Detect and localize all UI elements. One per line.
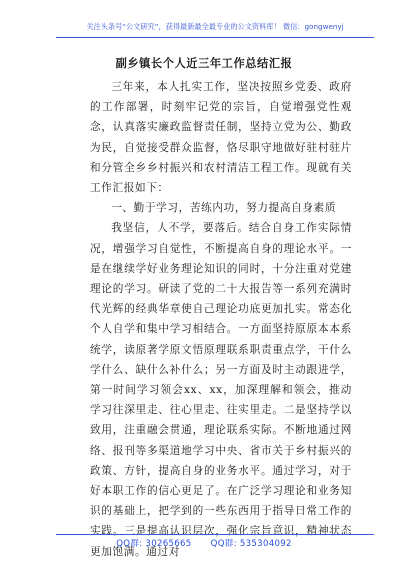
footer bbox=[0, 537, 408, 549]
footer-qq-group-1: QQ群: 30265665 bbox=[116, 539, 192, 549]
section-heading: 一、勤于学习，苦练内功，努力提高自身素质 bbox=[111, 202, 337, 215]
footer-qq-group-2: QQ群: 535304092 bbox=[210, 539, 292, 549]
document-body bbox=[90, 77, 352, 562]
paragraph-intro: 三年来，本人扎实工作，坚决按照乡党委、政府的工作部署，时刻牢记党的宗旨，自觉增强党性观念，认真落实廉政监督责任制，坚持立党为公、勤政为民，自觉接受群众监督，恪尽职守地做好驻村驻片和分管全乡乡村振兴和农村清洁工程工作。现就有关工作汇报如下： bbox=[90, 81, 352, 195]
header-rule bbox=[56, 37, 374, 38]
header-note: 关注头条号“公文研究”，获得最新最全最专业的公文资料库！ 微信：gongwenyj bbox=[86, 22, 344, 31]
document-title: 副乡镇长个人近三年工作总结汇报 bbox=[115, 56, 293, 70]
footer-rule bbox=[56, 534, 374, 535]
paragraph-study: 我坚信，人不学，要落后。结合自身工作实际情况，增强学习自觉性，不断提高自身的理论水平。一是在继续学好业务理论知识的同时，十分注重对党建理论的学习。研读了党的二十大报告等一系列充满时代光辉的经典华章使自己理论功底更加扎实。常态化个人自学和集中学习相结合。一方面坚持原原本本系统学，读原著学原文悟原理联系职责重点学，干什么学什么、缺什么补什么；另一方面及时主动跟进学，第一时间学习领会xx、xx，加深理解和领会，推动学习往深里走、往心里走、往实里走。二是坚持学以致用，注重融会贯通，理论联系实际。不断地通过网络、报刊等多渠道地学习中央、省市关于乡村振兴的政策、方针，提高自身的业务水平。通过学习，对于好本职工作的信心更足了。在广泛学习理论和业务知识的基础上，把学到的一些东西用于指导日常工作的实践。三是提高认识层次，强化宗旨意识，精神状态更加饱满。通过对 bbox=[90, 222, 352, 558]
